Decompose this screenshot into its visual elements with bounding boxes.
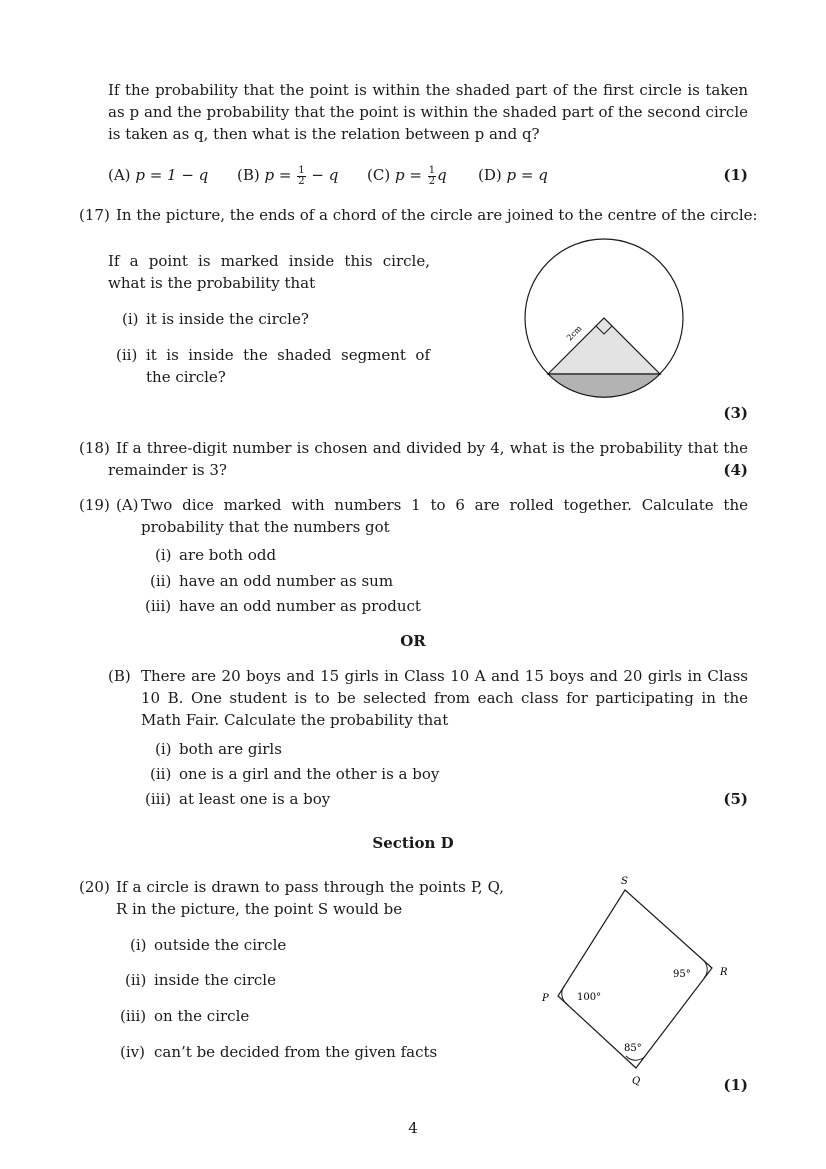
vertex-label-Q: Q <box>632 1076 641 1087</box>
question-number: (17) <box>79 206 110 224</box>
q20-quadrilateral-figure <box>530 870 740 1090</box>
q19-a-part-text: have an odd number as product <box>179 597 421 615</box>
page-number: 4 <box>408 1119 418 1137</box>
q20-part-label: (iv) <box>120 1043 145 1061</box>
angle-label-R: 95° <box>673 969 691 980</box>
question-number: (18) <box>79 439 110 457</box>
vertex-label-S: S <box>621 876 628 887</box>
option-d: (D) p = q <box>478 166 548 184</box>
radius-label: 2cm <box>565 323 584 343</box>
q19-a-part-text: are both odd <box>179 546 277 564</box>
q18-marks: (4) <box>723 461 748 479</box>
angle-label-P: 100° <box>577 992 602 1003</box>
q20-part-text: can’t be decided from the given facts <box>154 1043 438 1061</box>
q19-a-label: (A) <box>116 496 139 514</box>
q17-part-ii-text: it is inside the shaded segment of the circle? <box>146 346 430 386</box>
q17-part-i-label: (i) <box>122 310 139 328</box>
q17-marks: (3) <box>723 404 748 422</box>
vertex-label-P: P <box>542 993 549 1004</box>
q19-a-part-text: have an odd number as sum <box>179 572 394 590</box>
q20-part-label: (ii) <box>125 971 147 989</box>
q20-part-text: outside the circle <box>154 936 287 954</box>
q17-circle-figure <box>520 235 690 405</box>
q20-marks: (1) <box>723 1076 748 1094</box>
question-number: (20) <box>79 878 110 896</box>
q20-text: If a circle is drawn to pass through the points P, Q, R in the picture, the point S would be <box>116 878 504 918</box>
q17-subtext: If a point is marked inside this circle, what is the probability that <box>108 252 430 292</box>
q19-a-part-label: (ii) <box>150 572 172 590</box>
section-title: Section D <box>372 834 454 852</box>
q18-text: If a three-digit number is chosen and divided by 4, what is the probability that the remainder is 3? <box>108 439 748 479</box>
triangle-sector <box>548 318 660 374</box>
shaded-segment <box>548 374 660 397</box>
angle-label-Q: 85° <box>624 1043 642 1054</box>
angle-arc-R <box>702 959 707 978</box>
option-c: (C) p = $\frac{1}{2}$ q <box>367 164 447 187</box>
q17-text: In the picture, the ends of a chord of the circle are joined to the centre of the circle: <box>116 206 758 224</box>
q19-b-text: There are 20 boys and 15 girls in Class 10 A and 15 boys and 20 girls in Class 10 B. One student is to be selected from each class for participating in the Math Fair. Calculate the probability that <box>141 667 748 729</box>
option-b: (B) p = $\frac{1}{2}$ − q <box>237 164 339 187</box>
q19-b-label: (B) <box>108 667 131 685</box>
q19-marks: (5) <box>723 790 748 808</box>
q19-b-part-label: (ii) <box>150 765 172 783</box>
q17-part-i-text: it is inside the circle? <box>146 310 309 328</box>
q20-part-label: (iii) <box>120 1007 147 1025</box>
q20-part-text: inside the circle <box>154 971 276 989</box>
q19-b-part-label: (iii) <box>145 790 172 808</box>
q19-b-part-label: (i) <box>155 740 172 758</box>
q19-b-part-text: one is a girl and the other is a boy <box>179 765 440 783</box>
q19-a-text: Two dice marked with numbers 1 to 6 are rolled together. Calculate the probability that the numbers got <box>141 496 748 536</box>
q19-a-part-label: (i) <box>155 546 172 564</box>
intro-question-text: If the probability that the point is within the shaded part of the first circle is taken as p and the probability that the point is within the shaded part of the second circle is taken as q, then what is the relation between p and q? <box>108 81 748 143</box>
option-a: (A) p = 1 − q <box>108 166 209 184</box>
q19-a-part-label: (iii) <box>145 597 172 615</box>
fraction-half: $\frac{1}{2}$ <box>428 164 436 187</box>
angle-arc-P <box>562 985 567 1004</box>
q20-part-text: on the circle <box>154 1007 250 1025</box>
intro-marks: (1) <box>723 166 748 184</box>
q20-part-label: (i) <box>130 936 147 954</box>
or-divider: OR <box>400 632 426 650</box>
q17-part-ii-label: (ii) <box>116 346 138 364</box>
vertex-label-R: R <box>720 967 728 978</box>
q19-b-part-text: at least one is a boy <box>179 790 331 808</box>
question-number: (19) <box>79 496 110 514</box>
fraction-half: $\frac{1}{2}$ <box>298 164 305 187</box>
q19-b-part-text: both are girls <box>179 740 282 758</box>
